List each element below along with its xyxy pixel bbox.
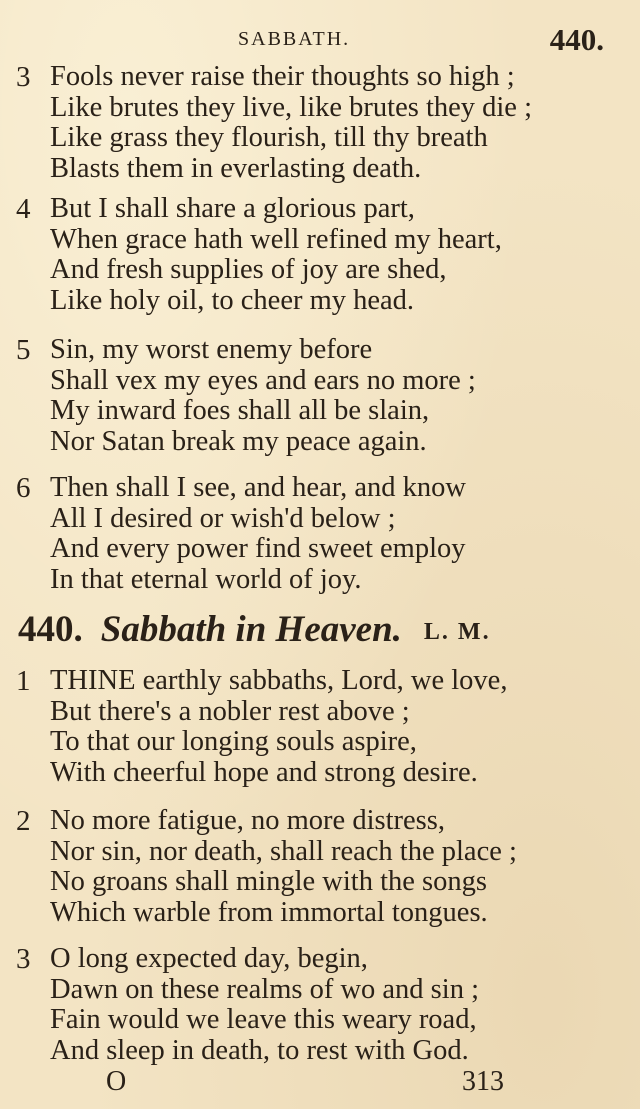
verse-line: No groans shall mingle with the songs: [50, 866, 487, 897]
hymn-title-name: Sabbath in Heaven.: [100, 609, 402, 650]
verse-line: And sleep in death, to rest with God.: [50, 1034, 469, 1066]
verse-line: All I desired or wish'd below ;: [50, 502, 396, 534]
verse-line: In that eternal world of joy.: [50, 563, 362, 595]
verse-line: And fresh supplies of joy are shed,: [50, 254, 447, 285]
verse-line: My inward foes shall all be slain,: [50, 395, 430, 426]
stanza-number: 4: [16, 193, 31, 225]
header-hymn-number: 440.: [549, 22, 604, 57]
stanza-number: 3: [16, 61, 31, 93]
verse-line: To that our longing souls aspire,: [50, 726, 417, 757]
verse-line: Dawn on these realms of wo and sin ;: [50, 973, 479, 1005]
signature-mark: O: [106, 1066, 127, 1097]
stanza-number: 2: [16, 805, 31, 837]
verse-line: Shall vex my eyes and ears no more ;: [50, 364, 476, 396]
hymn-meter: L. M.: [423, 619, 491, 645]
hymn-title: [18, 608, 628, 656]
verse-line: Like brutes they live, like brutes they die ;: [50, 91, 532, 123]
page-header: [0, 22, 640, 58]
hymn-title-number: 440.: [18, 609, 83, 650]
stanza-number: 5: [16, 334, 31, 366]
verse-line: O long expected day, begin,: [50, 943, 368, 974]
verse-line: But I shall share a glorious part,: [50, 193, 415, 224]
verse-line: Nor sin, nor death, shall reach the place ;: [50, 835, 517, 867]
stanza-number: 3: [16, 943, 31, 975]
verse-line: THINE earthly sabbaths, Lord, we love,: [50, 665, 508, 696]
verse-line: Then shall I see, and hear, and know: [50, 472, 466, 503]
verse-line: Blasts them in everlasting death.: [50, 152, 422, 184]
verse-line: Like grass they flourish, till thy breath: [50, 122, 488, 153]
verse-line: Sin, my worst enemy before: [50, 334, 373, 365]
verse-line: With cheerful hope and strong desire.: [50, 756, 478, 788]
page-number: 313: [462, 1066, 504, 1097]
verse-line: And every power find sweet employ: [50, 533, 466, 564]
verse-line: Nor Satan break my peace again.: [50, 425, 427, 457]
verse-line: Fain would we leave this weary road,: [50, 1004, 477, 1035]
verse-line: When grace hath well refined my heart,: [50, 223, 502, 255]
page-footer: [0, 1066, 640, 1100]
stanza-number: 6: [16, 472, 31, 504]
verse-line: Which warble from immortal tongues.: [50, 896, 488, 928]
verse-line: But there's a nobler rest above ;: [50, 695, 410, 727]
verse-line: Like holy oil, to cheer my head.: [50, 284, 415, 316]
stanza-number: 1: [16, 665, 31, 697]
verse-line: No more fatigue, no more distress,: [50, 805, 445, 836]
verse-line: Fools never raise their thoughts so high ;: [50, 61, 515, 92]
running-head: SABBATH.: [238, 28, 351, 50]
